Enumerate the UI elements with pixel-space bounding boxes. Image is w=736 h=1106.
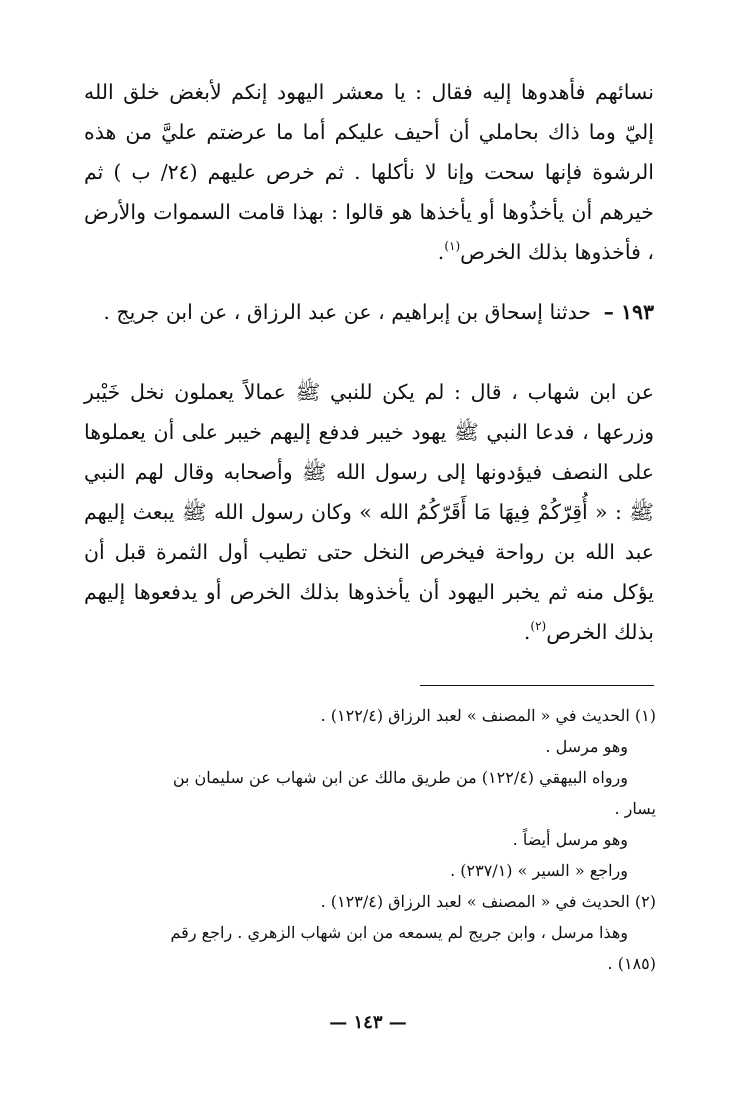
footnotes-section bbox=[100, 700, 656, 979]
footnote-1-note: ورواه البيهقي (١٢٢/٤) من طريق مالك عن ابن شهاب عن سليمان بن bbox=[172, 768, 628, 787]
hadith-number: ١٩٣ – bbox=[603, 300, 654, 324]
footnote-divider bbox=[420, 685, 654, 686]
sentence-end: . bbox=[523, 620, 531, 644]
footnote-1-note: وراجع « السير » (٢٣٧/١) . bbox=[450, 861, 628, 880]
paragraph-hadith-193-text bbox=[84, 372, 654, 652]
footnote-reference-2: (٢) bbox=[530, 619, 547, 633]
footnote-reference-1: (١) bbox=[444, 239, 461, 253]
paragraph-text: نسائهم فأهدوها إليه فقال : يا معشر اليهود إنكم لأبغض خلق الله إليّ وما ذاك بحاملي أن أحيف عليكم أما ما عرضتم عليَّ من هذه الرشوة فإنها سحت وإنا لا نأكلها . ثم خرص عليهم (٢٤/ ب ) ثم خيرهم أن يأخذُوها أو يأخذها هو قالوا : بهذا قامت السموات والأرض ، فأخذوها بذلك الخرص bbox=[84, 80, 654, 264]
page-number: — ١٤٣ — bbox=[329, 1012, 407, 1033]
paragraph-text: حدثنا إسحاق بن إبراهيم ، عن عبد الرزاق ، عن ابن جريج . bbox=[103, 300, 592, 324]
footnote-1-note: وهو مرسل . bbox=[545, 737, 628, 756]
footnote-2-line: (٢) الحديث في « المصنف » لعبد الرزاق (١٢٣/٤) . bbox=[320, 892, 656, 911]
paragraph-hadith-193-chain bbox=[84, 292, 654, 332]
footnote-1-note: وهو مرسل أيضاً . bbox=[512, 830, 628, 849]
paragraph-narration-end bbox=[84, 72, 654, 272]
paragraph-text: عن ابن شهاب ، قال : لم يكن للنبي ﷺ عمالاً يعملون نخل خَيْبر وزرعها ، فدعا النبي ﷺ يهود خيبر فدفع إليهم خيبر على أن يعملوها على النصف فيؤدونها إلى رسول الله ﷺ وأصحابه وقال لهم النبي ﷺ : « أُقِرّكُمْ فِيهَا مَا أَقَرّكُمُ الله » وكان رسول الله ﷺ يبعث إليهم عبد الله بن رواحة فيخرص النخل حتى تطيب أول الثمرة قبل أن يؤكل منه ثم يخبر اليهود أن يأخذوها بذلك الخرص أو يدفعوها إليهم بذلك الخرص bbox=[84, 380, 654, 644]
footnote-2-note: (١٨٥) . bbox=[607, 954, 656, 973]
sentence-end: . bbox=[437, 240, 445, 264]
footnote-2-note: وهذا مرسل ، وابن جريج لم يسمعه من ابن شهاب الزهري . راجع رقم bbox=[170, 923, 628, 942]
footnote-1-line: (١) الحديث في « المصنف » لعبد الرزاق (١٢٢/٤) . bbox=[320, 706, 656, 725]
footnote-1-note: يسار . bbox=[614, 799, 656, 818]
